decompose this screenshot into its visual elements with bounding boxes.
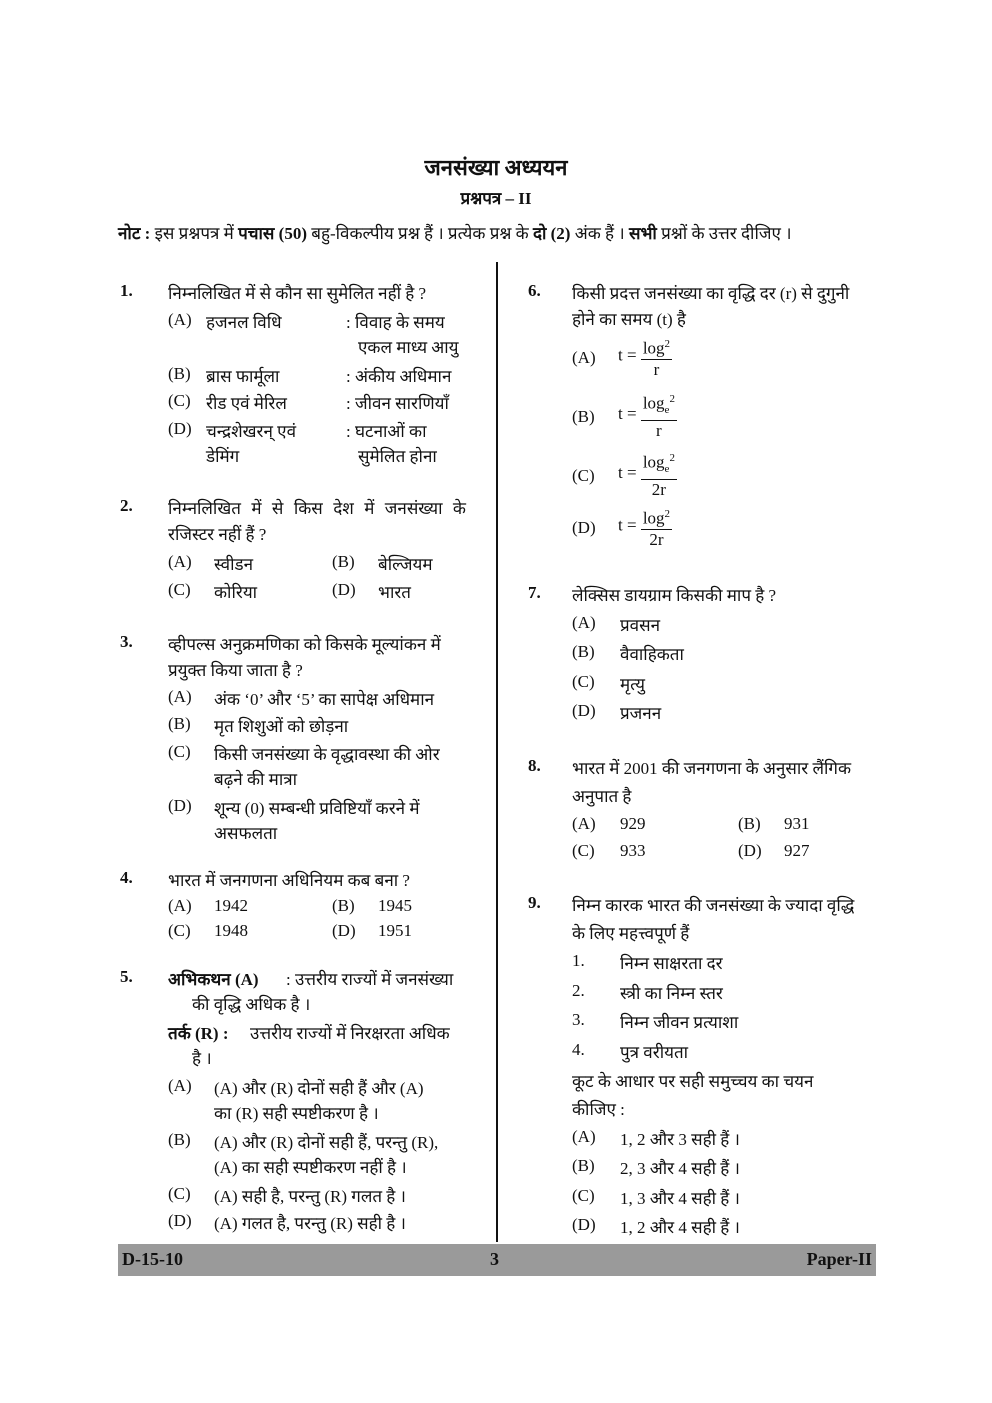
option-text: ब्रास फार्मूला — [206, 367, 280, 386]
question-number: 7. — [528, 583, 541, 602]
option-text: मृत शिशुओं को छोड़ना — [214, 717, 349, 736]
note-text: इस प्रश्नपत्र में — [154, 224, 234, 243]
option-label: (D) — [572, 1215, 596, 1234]
option-text: स्वीडन — [214, 555, 253, 574]
log-base: e — [664, 404, 670, 417]
log-base: e — [664, 463, 670, 476]
option-text: 1951 — [378, 921, 412, 940]
denominator: 2r — [649, 529, 664, 549]
option-text: शून्य (0) सम्बन्धी प्रविष्टियाँ करने में — [214, 799, 420, 818]
option-text: (A) गलत है, परन्तु (R) सही है । — [214, 1214, 407, 1233]
option-text: का (R) सही स्पष्टीकरण है । — [214, 1104, 379, 1123]
reason-text: उत्तरीय राज्यों में निरक्षरता अधिक — [250, 1024, 450, 1043]
option-text: 1, 3 और 4 सही हैं । — [620, 1189, 740, 1208]
log-text: log — [642, 338, 665, 358]
option-text: (A) और (R) दोनों सही हैं, परन्तु (R), — [214, 1133, 439, 1152]
option-text: हजनल विधि — [206, 313, 282, 332]
question-number: 5. — [120, 967, 133, 986]
option-text: 929 — [620, 814, 646, 833]
list-item: निम्न जीवन प्रत्याशा — [620, 1013, 739, 1032]
option-text: रीड एवं मेरिल — [206, 394, 287, 413]
option-label: (B) — [332, 896, 355, 915]
fraction — [641, 334, 672, 380]
question-text: लेक्सिस डायग्राम किसकी माप है ? — [572, 586, 777, 605]
list-item: स्त्री का निम्न स्तर — [620, 984, 723, 1003]
option-text: 1, 2 और 4 सही हैं । — [620, 1218, 740, 1237]
formula-lhs: t = — [618, 345, 637, 365]
option-label: (D) — [168, 796, 192, 815]
option-label: (C) — [168, 742, 191, 761]
question-text: निम्न कारक भारत की जनसंख्या के ज्यादा वृद्धि — [572, 896, 855, 915]
option-text: असफलता — [214, 824, 278, 843]
option-label: (B) — [572, 642, 595, 661]
option-label: (A) — [168, 310, 192, 329]
formula-b — [618, 389, 677, 441]
formula-c — [618, 448, 677, 500]
option-label: (A) — [168, 687, 192, 706]
log-text: log — [642, 393, 665, 413]
option-match: : घटनाओं का — [346, 422, 427, 441]
list-number: 4. — [572, 1040, 585, 1059]
option-text: (A) का सही स्पष्टीकरण नहीं है । — [214, 1158, 407, 1177]
instruction-note — [118, 221, 878, 244]
option-label: (A) — [572, 814, 596, 833]
question-text: अनुपात है — [572, 787, 632, 806]
option-label: (B) — [168, 714, 191, 733]
reason-label: तर्क (R) : — [168, 1024, 229, 1043]
option-label: (C) — [168, 391, 191, 410]
option-text: डेमिंग — [206, 447, 240, 466]
question-number: 1. — [120, 281, 133, 300]
fraction — [641, 504, 672, 550]
note-bold: सभी — [628, 224, 657, 243]
option-text: 927 — [784, 841, 810, 860]
question-number: 3. — [120, 632, 133, 651]
log-text: log — [642, 508, 665, 528]
question-text: भारत में 2001 की जनगणना के अनुसार लैंगिक — [572, 759, 852, 778]
question-number: 2. — [120, 496, 133, 515]
note-text: बहु-विकल्पीय प्रश्न हैं । प्रत्येक प्रश्न के — [311, 224, 529, 243]
option-text: 1942 — [214, 896, 248, 915]
note-text: प्रश्नों के उत्तर दीजिए । — [661, 224, 792, 243]
instruction-text: कीजिए : — [572, 1100, 625, 1119]
question-text: किसी प्रदत्त जनसंख्या का वृद्धि दर (r) से दुगुनी — [572, 284, 850, 303]
option-label: (A) — [572, 613, 596, 632]
option-label: (D) — [168, 1211, 192, 1230]
question-text: के लिए महत्त्वपूर्ण हैं — [572, 924, 690, 943]
option-text: वैवाहिकता — [620, 645, 684, 664]
question-text: व्हीपल्स अनुक्रमणिका को किसके मूल्यांकन में — [168, 635, 441, 654]
option-label: (B) — [572, 407, 595, 426]
option-text: 931 — [784, 814, 810, 833]
option-match: : अंकीय अधिमान — [346, 367, 452, 386]
formula-lhs: t = — [618, 515, 637, 535]
option-label: (C) — [572, 1186, 595, 1205]
option-text: प्रवसन — [620, 616, 661, 635]
question-text: रजिस्टर नहीं हैं ? — [168, 525, 267, 544]
option-text: चन्द्रशेखरन् एवं — [206, 422, 297, 441]
option-text: भारत — [378, 583, 411, 602]
option-text: अंक ‘0’ और ‘5’ का सापेक्ष अधिमान — [214, 690, 435, 709]
option-text: बेल्जियम — [378, 555, 433, 574]
exponent: 2 — [669, 452, 675, 464]
option-label: (D) — [572, 518, 596, 537]
option-label: (B) — [168, 364, 191, 383]
option-label: (B) — [738, 814, 761, 833]
log-text: log — [642, 452, 665, 472]
option-text: 1948 — [214, 921, 248, 940]
option-label: (A) — [572, 348, 596, 367]
question-number: 9. — [528, 893, 541, 912]
question-number: 4. — [120, 868, 133, 887]
option-label: (D) — [332, 921, 356, 940]
option-label: (D) — [168, 419, 192, 438]
list-number: 2. — [572, 981, 585, 1000]
exponent: 2 — [664, 508, 671, 520]
question-text: भारत में जनगणना अधिनियम कब बना ? — [168, 871, 410, 890]
option-label: (B) — [332, 552, 355, 571]
formula-d — [618, 504, 672, 550]
option-label: (C) — [168, 580, 191, 599]
exponent: 2 — [669, 393, 675, 405]
paper-code: D-15-10 — [122, 1249, 183, 1269]
question-text: निम्नलिखित में से कौन सा सुमेलित नहीं है ? — [168, 284, 427, 303]
page-number: 3 — [490, 1249, 499, 1269]
list-item: पुत्र वरीयता — [620, 1043, 689, 1062]
formula-a — [618, 334, 672, 380]
page-title: जनसंख्या अध्ययन — [424, 155, 568, 180]
option-label: (D) — [738, 841, 762, 860]
fraction — [641, 448, 677, 500]
assertion-text: : उत्तरीय राज्यों में जनसंख्या — [286, 970, 454, 989]
assertion-text: की वृद्धि अधिक है । — [192, 995, 311, 1014]
denominator: r — [656, 421, 662, 441]
denominator: 2r — [651, 480, 666, 500]
page-footer — [118, 1244, 876, 1276]
reason-text: है । — [192, 1049, 212, 1068]
option-text: किसी जनसंख्या के वृद्धावस्था की ओर — [214, 745, 440, 764]
note-bold: पचास (50) — [238, 224, 307, 243]
option-match: एकल माध्य आयु — [358, 338, 459, 357]
option-label: (C) — [572, 672, 595, 691]
option-label: (A) — [168, 896, 192, 915]
option-text: (A) सही है, परन्तु (R) गलत है । — [214, 1187, 407, 1206]
option-text: 933 — [620, 841, 646, 860]
note-bold: दो (2) — [532, 224, 571, 243]
question-number: 6. — [528, 281, 541, 300]
option-label: (C) — [572, 841, 595, 860]
question-text: होने का समय (t) है — [572, 310, 686, 329]
option-label: (B) — [572, 1156, 595, 1175]
note-text: अंक हैं । — [574, 224, 625, 243]
option-label: (C) — [168, 921, 191, 940]
question-text: निम्नलिखित में से किस देश में जनसंख्या के — [168, 499, 466, 518]
option-text: कोरिया — [214, 583, 258, 602]
option-label: (A) — [572, 1127, 596, 1146]
list-item: निम्न साक्षरता दर — [620, 954, 723, 973]
paper-subtitle: प्रश्नपत्र – II — [460, 189, 532, 208]
list-number: 1. — [572, 951, 585, 970]
option-label: (B) — [168, 1130, 191, 1149]
option-text: 1, 2 और 3 सही हैं । — [620, 1130, 740, 1149]
option-match: : जीवन सारणियाँ — [346, 394, 449, 413]
numerator — [641, 389, 677, 421]
option-match: सुमेलित होना — [358, 447, 437, 466]
option-label: (C) — [572, 466, 595, 485]
option-text: मृत्यु — [620, 675, 645, 694]
denominator: r — [653, 359, 660, 379]
numerator — [641, 448, 677, 480]
option-text: (A) और (R) दोनों सही हैं और (A) — [214, 1079, 424, 1098]
numerator — [641, 334, 672, 360]
paper-label: Paper-II — [806, 1249, 872, 1269]
option-text: प्रजनन — [620, 704, 662, 723]
option-label: (D) — [572, 701, 596, 720]
option-label: (A) — [168, 1076, 192, 1095]
formula-lhs: t = — [618, 403, 637, 423]
exponent: 2 — [664, 338, 671, 350]
column-divider — [496, 262, 498, 1242]
option-label: (D) — [332, 580, 356, 599]
formula-lhs: t = — [618, 462, 637, 482]
question-number: 8. — [528, 756, 541, 775]
option-text: 1945 — [378, 896, 412, 915]
question-text: प्रयुक्त किया जाता है ? — [168, 661, 303, 680]
note-label: नोट : — [118, 224, 151, 243]
option-match: : विवाह के समय — [346, 313, 445, 332]
option-text: बढ़ने की मात्रा — [214, 770, 298, 789]
option-text: 2, 3 और 4 सही हैं । — [620, 1159, 740, 1178]
numerator — [641, 504, 672, 530]
option-label: (C) — [168, 1184, 191, 1203]
instruction-text: कूट के आधार पर सही समुच्चय का चयन — [572, 1072, 814, 1091]
assertion-label: अभिकथन (A) — [168, 970, 259, 989]
option-label: (A) — [168, 552, 192, 571]
list-number: 3. — [572, 1010, 585, 1029]
fraction — [641, 389, 677, 441]
